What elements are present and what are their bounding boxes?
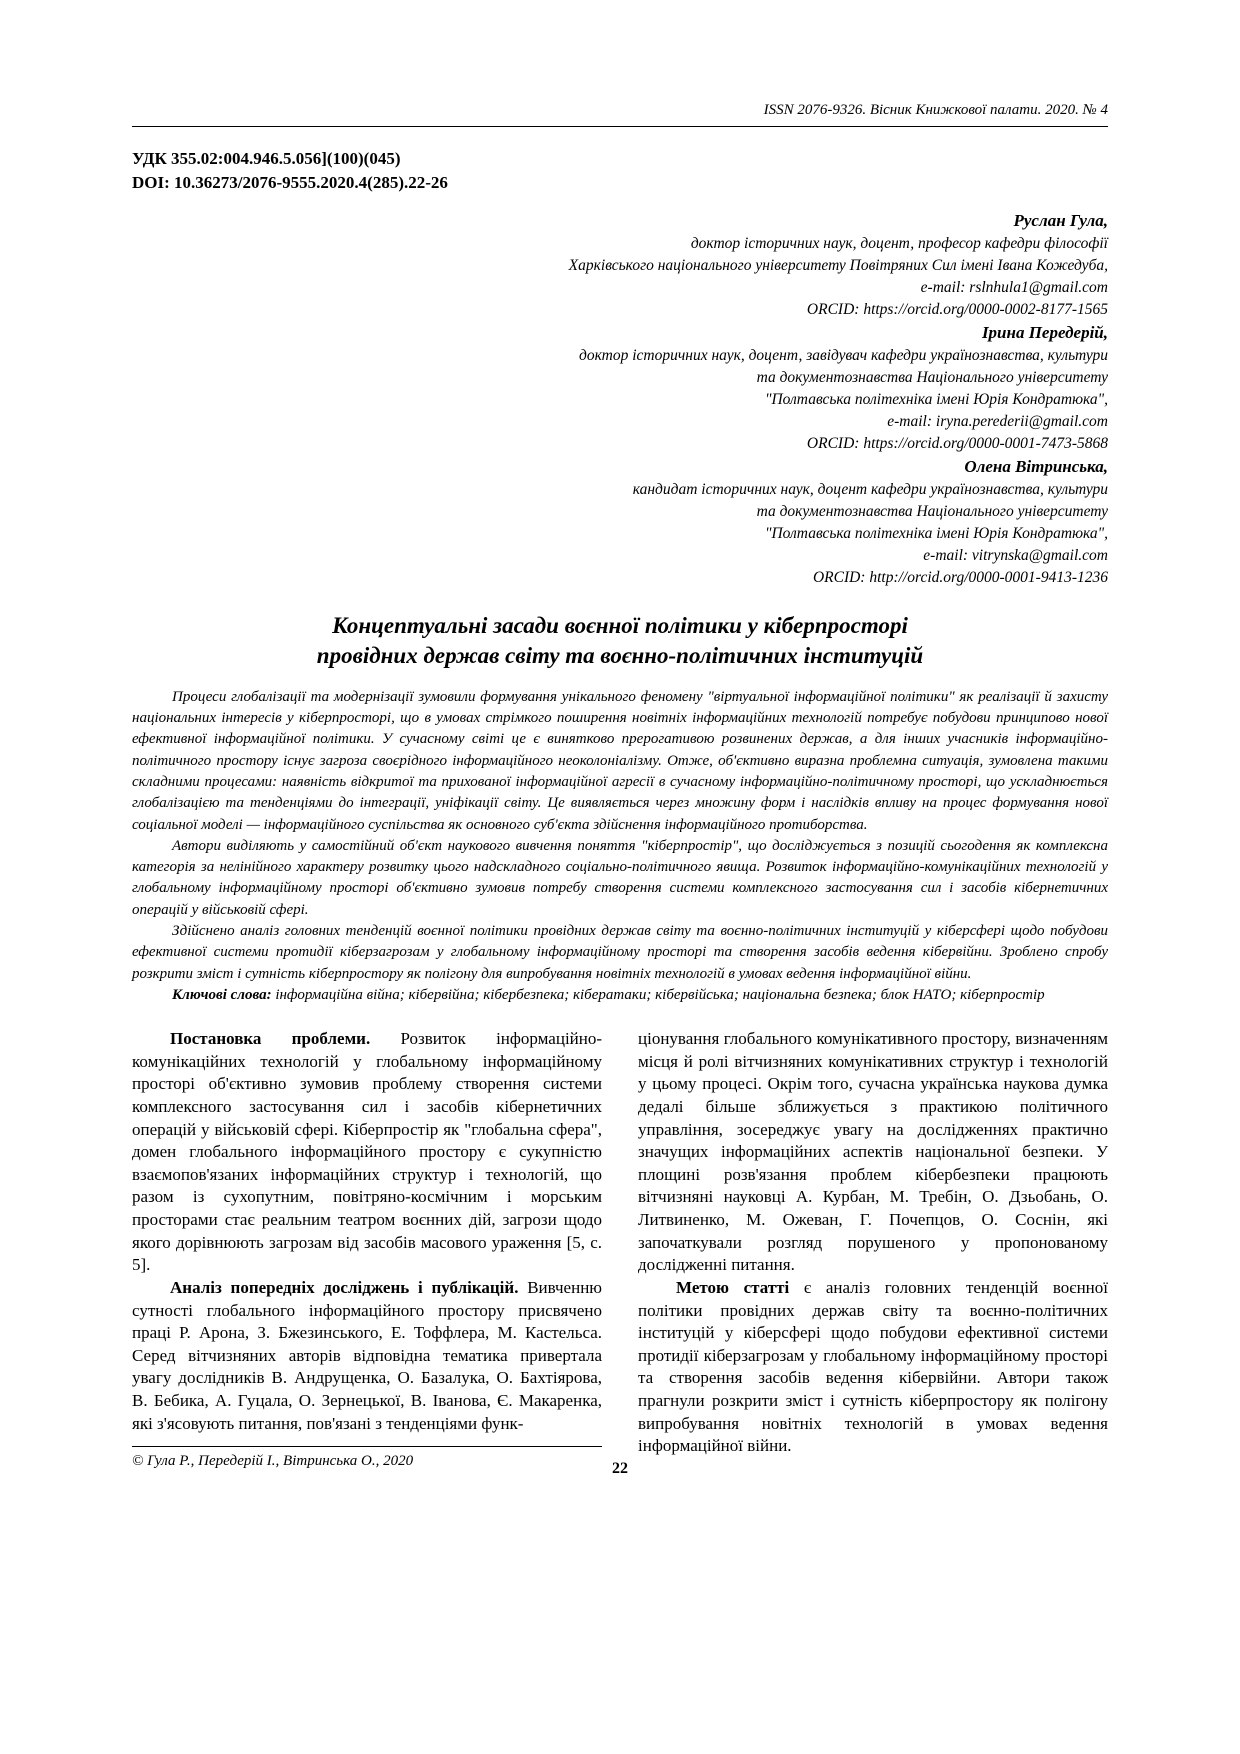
author-orcid-line: ORCID: https://orcid.org/0000-0001-7473-5868 — [806, 434, 1108, 452]
running-header — [132, 102, 1108, 127]
paragraph-lead: Аналіз попередніх досліджень і публікацій. — [170, 1277, 519, 1297]
author-affiliation-line: кандидат історичних наук, доцент кафедри українознавства, культури — [632, 480, 1108, 498]
author-entry — [132, 209, 1108, 321]
body-paragraph — [132, 1028, 602, 1277]
udk-line: УДК 355.02:004.946.5.056](100)(045) — [132, 149, 401, 168]
author-orcid-line: ORCID: https://orcid.org/0000-0002-8177-1565 — [806, 300, 1108, 318]
page-footer — [132, 1446, 1108, 1477]
keywords-text: інформаційна війна; кібервійна; кібербезпека; кібератаки; кібервійська; національна безпека; блок НАТО; кіберпростір — [275, 986, 1045, 1003]
right-column — [638, 1028, 1108, 1458]
author-name: Ірина Передерій, — [981, 322, 1108, 342]
paragraph-lead: Метою статті — [676, 1277, 790, 1297]
left-column — [132, 1028, 602, 1458]
author-email-line: e-mail: rslnhula1@gmail.com — [920, 278, 1108, 296]
doi-line: DOI: 10.36273/2076-9555.2020.4(285).22-26 — [132, 172, 448, 192]
abstract-paragraph: Здійснено аналіз головних тенденцій воєнної політики провідних держав світу та воєнно-політичних інституцій у кіберсфері щодо побудови ефективної системи протидії кіберзагрозам у глобальному інформаційному просторі та створення засобів ведення кібервійни. Зроблено спробу розкрити зміст і сутність кіберпростору як полігону для випробування новітніх технологій в умовах ведення інформаційної війни. — [132, 923, 1108, 982]
author-name: Олена Вітринська, — [964, 456, 1108, 476]
paragraph-text: Вивченню сутності глобального інформаційного простору присвячено праці Р. Арона, З. Бжезинського, Е. Тоффлера, М. Кастельса. Серед вітчизняних авторів відповідна тематика привертала увагу дослідників В. Андрущенка, О. Базалука, О. Бахтіярова, В. Бебика, А. Гуцала, О. Зернецької, В. Іванова, Є. Макаренка, які з'ясовують питання, пов'язані з тенденціями функ- — [132, 1277, 602, 1433]
article-title — [132, 611, 1108, 671]
author-email-line: e-mail: vitrynska@gmail.com — [923, 546, 1108, 564]
author-affiliation-line: доктор історичних наук, доцент, завідувач кафедри українознавства, культури — [579, 346, 1108, 364]
article-title-line: провідних держав світу та воєнно-політичних інституцій — [316, 642, 924, 668]
body-paragraph — [638, 1277, 1108, 1458]
article-title-line: Концептуальні засади воєнної політики у кіберпросторі — [332, 612, 908, 638]
author-entry — [132, 321, 1108, 455]
author-affiliation-line: "Полтавська політехніка імені Юрія Кондратюка", — [764, 390, 1108, 408]
author-affiliation-line: Харківського національного університету Повітряних Сил імені Івана Кожедуба, — [568, 256, 1108, 274]
paragraph-text: Розвиток інформаційно-комунікаційних технологій у глобальному інформаційному просторі об'єктивно зумовив проблему створення системи комплексного застосування сил і засобів кібернетичних операцій у військовій сфері. Кіберпростір як "глобальна сфера", домен глобального інформаційного простору є сукупністю взаємопов'язаних інформаційних структур і технологій, що разом із сухопутним, повітряно-космічним і морським просторами стає реальним театром воєнних дій, загрози щодо якого дорівнюють загрозам від засобів масового ураження [5, с. 5]. — [132, 1029, 603, 1275]
keywords-paragraph — [132, 985, 1108, 1006]
keywords-label: Ключові слова: — [172, 986, 272, 1003]
page-number: 22 — [612, 1460, 628, 1477]
journal-issn-line: ISSN 2076-9326. Вісник Книжкової палати. 2020. № 4 — [763, 102, 1108, 118]
copyright-line: © Гула Р., Передерій І., Вітринська О., 2020 — [132, 1446, 602, 1470]
body-columns — [132, 1028, 1108, 1458]
author-affiliation-line: "Полтавська політехніка імені Юрія Кондратюка", — [764, 524, 1108, 542]
author-name: Руслан Гула, — [1013, 210, 1108, 230]
body-paragraph-continuation: ціонування глобального комунікативного простору, визначенням місця й ролі вітчизняних комунікативних структур і технологій у цьому процесі. Окрім того, сучасна українська наукова думка дедалі більше зближується з практикою політичного управління, зосереджує увагу на дослідженнях практично значущих інформаційних аспектів національної безпеки. У площині розв'язання проблем кібербезпеки працюють вітчизняні науковці А. Курбан, М. Требін, О. Дзьобань, О. Литвиненко, М. Ожеван, Г. Почепцов, О. Соснін, які започаткували розгляд порушеного у пропонованому дослідженні питання. — [638, 1029, 1108, 1275]
author-affiliation-line: та документознавства Національного університету — [756, 368, 1108, 386]
author-email-line: e-mail: iryna.perederii@gmail.com — [887, 412, 1108, 430]
identifiers-block — [132, 147, 1108, 195]
abstract-paragraph: Процеси глобалізації та модернізації зумовили формування унікального феномену "віртуальної інформаційної політики" як реалізації й захисту національних інтересів у кіберпросторі, що в умовах стрімкого поширення новітніх інформаційних технологій потребує побудови принципово нової ефективної інформаційної політики. У сучасному світі це є винятково прерогативою розвинених держав, а для інших учасників інформаційно-політичного простору існує загроза своєрідного інформаційного неоколоніалізму. Отже, об'єктивно виразна проблемна ситуація, зумовлена такими складними процесами: наявність відкритої та прихованої інформаційної агресії в сучасному інформаційно-політичному просторі, що ускладнюється глобалізацією та тенденціями до інтеграції, уніфікації світу. Це виявляється через множину форм і наслідків впливу на процес формування нової соціальної моделі — інформаційного суспільства як основного суб'єкта здійснення інформаційного протиборства. — [132, 688, 1108, 833]
author-affiliation-line: доктор історичних наук, доцент, професор кафедри філософії — [690, 234, 1108, 252]
authors-block — [132, 209, 1108, 589]
author-affiliation-line: та документознавства Національного університету — [756, 502, 1108, 520]
paragraph-lead: Постановка проблеми. — [170, 1029, 371, 1049]
abstract-section — [132, 687, 1108, 1006]
author-orcid-line: ORCID: http://orcid.org/0000-0001-9413-1236 — [812, 568, 1108, 586]
author-entry — [132, 455, 1108, 589]
body-paragraph — [132, 1277, 602, 1435]
paragraph-text: є аналіз головних тенденцій воєнної політики провідних держав світу та воєнно-політичних інституцій у кіберсфері щодо побудови ефективної системи протидії кіберзагрозам у глобальному інформаційному просторі та створення засобів ведення кібервійни. Автори також прагнули розкрити зміст і сутність кіберпростору як полігону випробування новітніх технологій в умовах ведення інформаційної війни. — [638, 1277, 1109, 1456]
abstract-paragraph: Автори виділяють у самостійний об'єкт наукового вивчення поняття "кіберпростір", що досліджується з позицій сьогодення як комплексна категорія за нелінійного характеру розвитку цього надскладного соціально-політичного явища. Розвиток інформаційно-комунікаційних технологій у глобальному інформаційному просторі об'єктивно зумовив потребу створення системи комплексного застосування сил і засобів кібернетичних операцій у військовій сфері. — [132, 837, 1108, 918]
